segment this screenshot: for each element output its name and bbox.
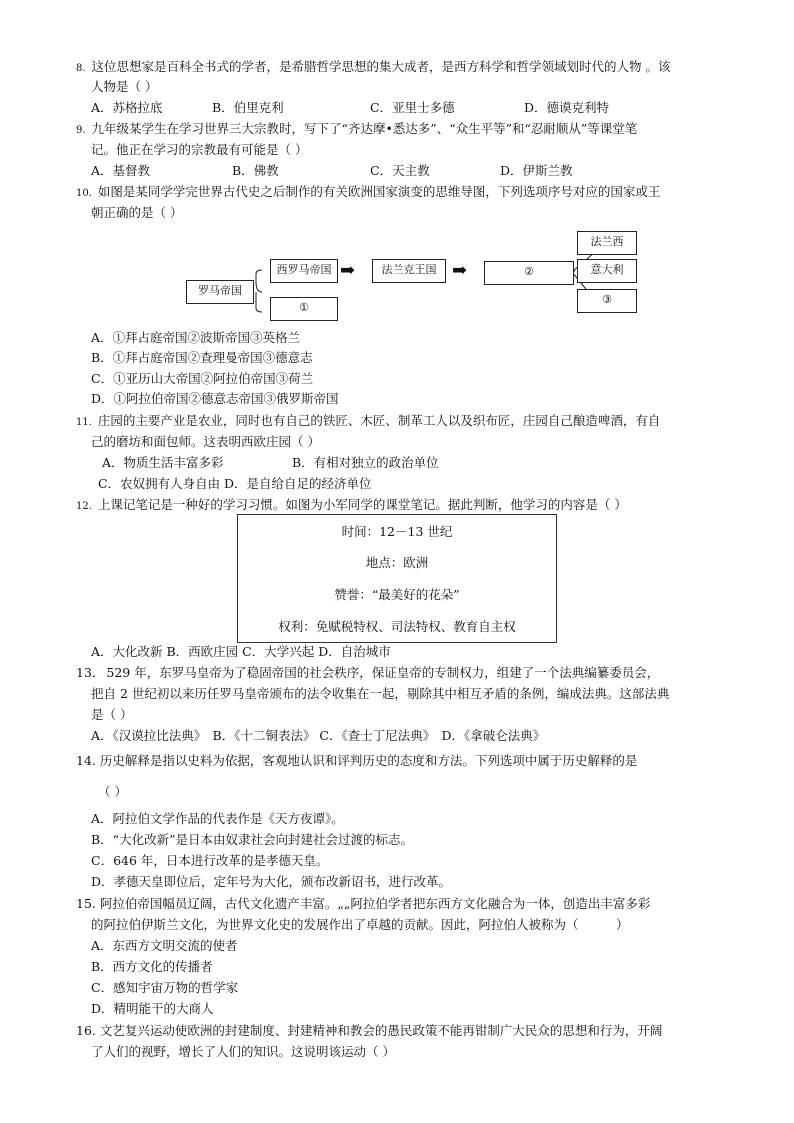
note-rights: 权利：免赋税特权、司法特权、教育自主权 — [278, 619, 516, 634]
q15-option-b[interactable]: B．西方文化的传播者 — [91, 959, 213, 974]
q14-option-c[interactable]: C．646 年，日本进行改革的是孝德天皇。 — [91, 853, 329, 868]
q8-option-a[interactable]: A．苏格拉底 — [91, 100, 163, 115]
q15-stem-line2: 的阿拉伯伊斯兰文化，为世界文化史的发展作出了卓越的贡献。因此，阿拉伯人被称为（ ） — [91, 917, 629, 932]
q11-option-b[interactable]: B．有相对独立的政治单位 — [292, 455, 439, 470]
q11-stem-line2: 己的磨坊和面包师。这表明西欧庄园（ ） — [91, 434, 320, 449]
q11-option-cd[interactable]: C．农奴拥有人身自由 D．是自给自足的经济单位 — [98, 476, 372, 491]
q15-option-d[interactable]: D．精明能干的大商人 — [91, 1001, 214, 1016]
q16-number: 16. — [76, 1023, 96, 1038]
q15-option-c[interactable]: C．感知宇宙万物的哲学家 — [91, 980, 239, 995]
q9-stem-line2: 记。他正在学习的宗教最有可能是（ ） — [91, 142, 308, 157]
q10-option-b[interactable]: B．①拜占庭帝国②查理曼帝国③德意志 — [91, 350, 313, 365]
q13-stem-line1: 13． 529 年，东罗马皇帝为了稳固帝国的社会秩序，保证皇帝的专制权力，组建了一个法典编纂委员会， — [76, 665, 660, 680]
q14-stem-line2: （ ） — [98, 784, 127, 799]
q16-stem-line2: 了人们的视野，增长了人们的知识。这说明该运动（ ） — [91, 1044, 395, 1059]
q10-option-c[interactable]: C．①亚历山大帝国②阿拉伯帝国③荷兰 — [91, 371, 314, 386]
q8-option-c[interactable]: C．亚里士多德 — [370, 100, 455, 115]
q9-number: 9. — [76, 125, 86, 136]
arrow-right-icon: ➡ — [340, 260, 356, 281]
q10-option-a[interactable]: A．①拜占庭帝国②波斯帝国③英格兰 — [91, 330, 301, 345]
q13-stem-line2: 把自 2 世纪初以来历任罗马皇帝颁布的法令收集在一起，剔除其中相互矛盾的条例，编成法典。这部法典 — [91, 686, 670, 701]
q14-number: 14. — [76, 753, 96, 768]
q9-option-d[interactable]: D．伊斯兰教 — [500, 163, 573, 178]
q12-number: 12. — [76, 501, 92, 512]
mindmap-blank-3: ③ — [577, 289, 637, 313]
q11-number: 11. — [76, 417, 92, 428]
note-time: 时间：12－13 世纪 — [341, 524, 453, 539]
q9-option-b[interactable]: B．佛教 — [232, 163, 279, 178]
q8-number: 8. — [76, 63, 86, 74]
q16-stem-line1: 16. 文艺复兴运动使欧洲的封建制度、封建精神和教会的愚民政策不能再钳制广大民众的思想和行为，开阔 — [76, 1023, 663, 1038]
arrow-right-icon: ➡ — [452, 260, 468, 281]
q14-option-d[interactable]: D．孝德天皇即位后，定年号为大化，颁布改新诏书，进行改革。 — [91, 874, 452, 889]
note-praise: 赞誉：“最美好的花朵” — [334, 587, 460, 602]
q9-option-c[interactable]: C．天主教 — [370, 163, 430, 178]
mindmap-roman-empire: 罗马帝国 — [186, 280, 254, 304]
q15-number: 15. — [76, 896, 96, 911]
note-place: 地点：欧洲 — [365, 555, 429, 570]
q8-stem-line2: 人物是（ ） — [91, 79, 158, 94]
q15-option-a[interactable]: A．东西方文明交流的使者 — [91, 938, 238, 953]
q14-stem-line1: 14. 历史解释是指以史料为依据，客观地认识和评判历史的态度和方法。下列选项中属于历史解释的是 — [76, 753, 638, 768]
q11-option-a[interactable]: A．物质生活丰富多彩 — [102, 455, 224, 470]
mindmap-western-roman-empire: 西罗马帝国 — [270, 259, 338, 283]
mindmap-france: 法兰西 — [577, 231, 637, 255]
q10-stem-line2: 朝正确的是（ ） — [91, 205, 183, 220]
q10-number: 10. — [76, 188, 92, 199]
mindmap-blank-2: ② — [484, 261, 574, 285]
q14-option-b[interactable]: B．“大化改新”是日本由奴隶社会向封建社会过渡的标志。 — [91, 832, 413, 847]
q13-stem-line3: 是（ ） — [91, 707, 133, 722]
q8-option-b[interactable]: B．伯里克利 — [212, 100, 284, 115]
q12-stem-line1: 12. 上课记笔记是一种好的学习习惯。如图为小军同学的课堂笔记。据此判断，他学习的内容是（ ） — [76, 496, 627, 516]
class-notes-box — [237, 514, 557, 643]
q9-stem-line1: 9. 九年级某学生在学习世界三大宗教时，写下了“齐达摩•悉达多”、“众生平等”和“忍耐顺从”等课堂笔 — [76, 120, 637, 140]
q13-options[interactable]: A．《汉谟拉比法典》 B．《十二铜表法》 C．《查士丁尼法典》 D．《拿破仑法典》 — [91, 728, 546, 743]
q11-stem-line1: 11. 庄园的主要产业是农业，同时也有自己的铁匠、木匠、制革工人以及织布匠，庄园自己酿造啤酒，有自 — [76, 412, 660, 432]
q10-stem-line1: 10. 如图是某同学学完世界古代史之后制作的有关欧洲国家演变的思维导图，下列选项序号对应的国家或王 — [76, 183, 660, 203]
q12-options[interactable]: A．大化改新 B．西欧庄园 C．大学兴起 D．自治城市 — [91, 644, 391, 659]
q10-option-d[interactable]: D．①阿拉伯帝国②德意志帝国③俄罗斯帝国 — [91, 391, 339, 406]
q8-stem-line1: 8. 这位思想家是百科全书式的学者，是希腊哲学思想的集大成者，是西方科学和哲学领域划时代的人物 。该 — [76, 58, 671, 78]
mindmap-frankish-kingdom: 法兰克王国 — [372, 259, 446, 283]
q15-stem-line1: 15. 阿拉伯帝国幅员辽阔，古代文化遗产丰富。„„阿拉伯学者把东西方文化融合为一体，创造出丰富多彩 — [76, 896, 651, 911]
mindmap-blank-1: ① — [270, 297, 338, 321]
q8-option-d[interactable]: D．德谟克利特 — [524, 100, 610, 115]
q14-option-a[interactable]: A．阿拉伯文学作品的代表作是《天方夜谭》。 — [91, 811, 344, 826]
q9-option-a[interactable]: A．基督教 — [91, 163, 151, 178]
mindmap-italy: 意大利 — [577, 259, 637, 283]
q13-number: 13． — [76, 665, 105, 680]
